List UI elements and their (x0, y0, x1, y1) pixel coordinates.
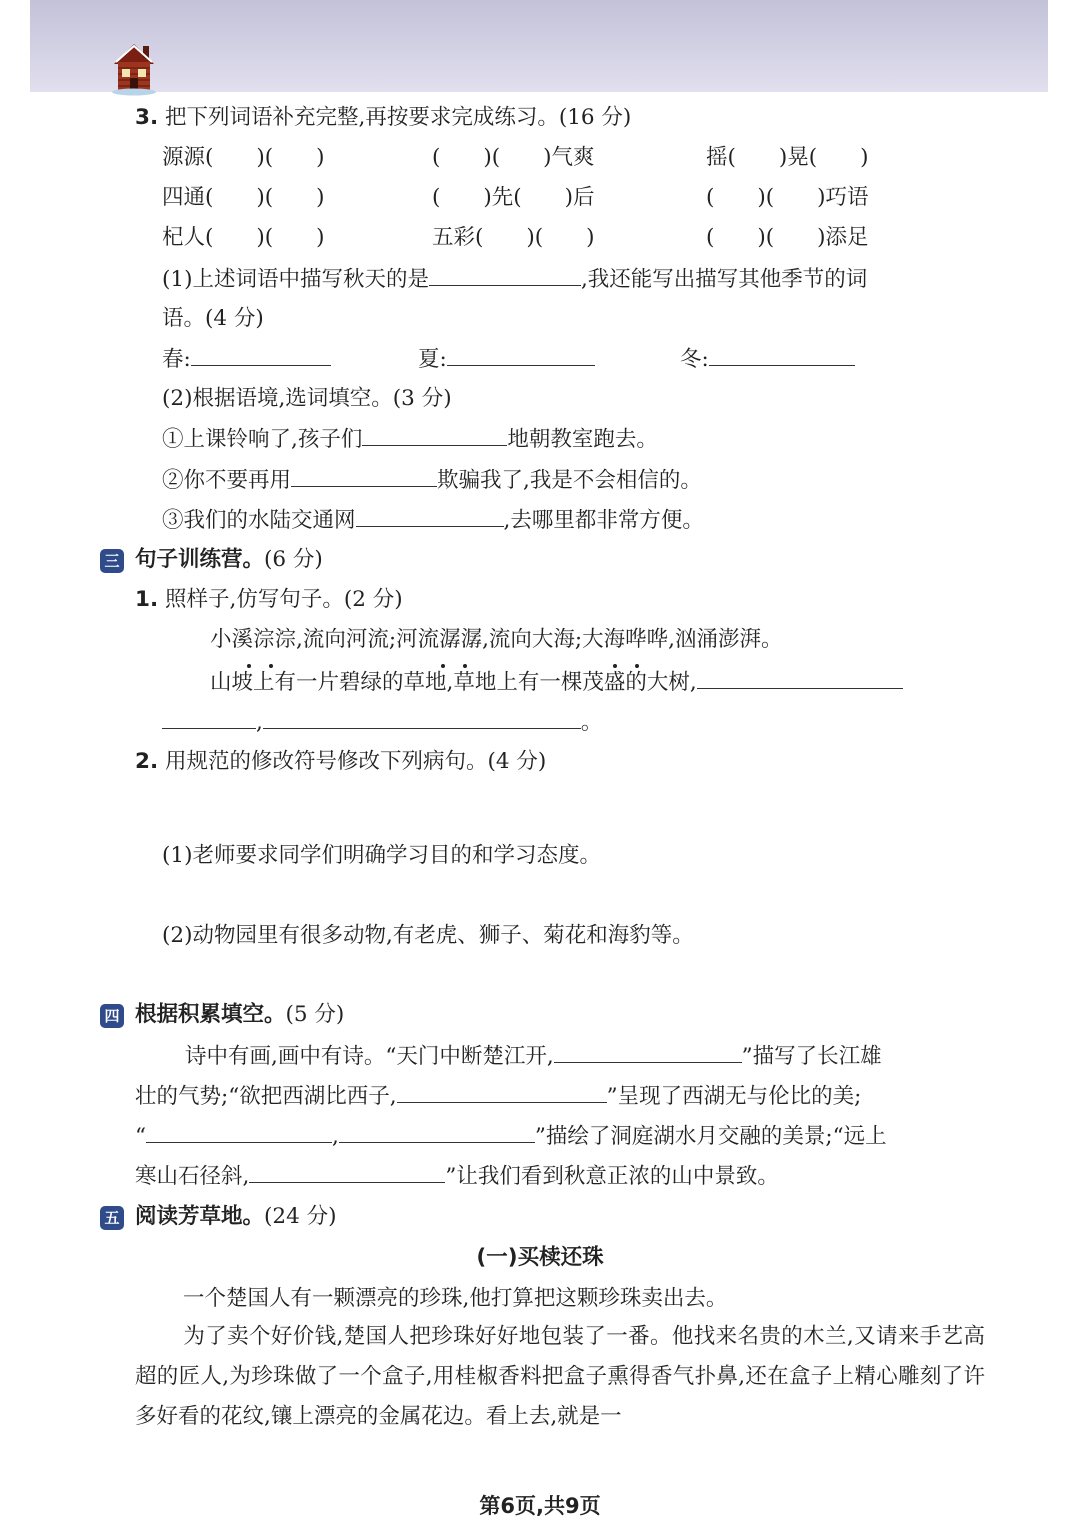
fill-sentence-1: ①上课铃响了,孩子们 地朝教室跑去。 (162, 427, 658, 452)
sick-sentence-1: (1)老师要求同学们明确学习目的和学习态度。 (162, 843, 601, 868)
sec3-q1: 1. 照样子,仿写句子。(2 分) (135, 587, 403, 612)
idiom-3-1: 杞人( )( ) (162, 225, 325, 250)
section-badge-3: 三 (100, 549, 124, 573)
summer-blank[interactable] (447, 345, 595, 366)
season-winter: 冬: (680, 345, 855, 374)
header-banner (30, 0, 1048, 92)
story-paragraph-2: 为了卖个好价钱,楚国人把珍珠好好地包装了一番。他找来名贵的木兰,又请来手艺高超的匠人,为珍珠做了一个盒子,用桂椒香料把盒子熏得香气扑鼻,还在盒子上精心雕刻了许多好看的花纹,镶上漂亮的金属花边。看上去,就是一 (135, 1324, 985, 1429)
q3-sub1-cont: 语。(4 分) (162, 306, 264, 331)
imitation-cont: , 。 (162, 708, 602, 737)
idiom-2-3: ( )( )巧语 (706, 185, 869, 210)
idiom-1-3: 摇( )晃( ) (706, 145, 869, 170)
story-paragraph-1: 一个楚国人有一颗漂亮的珍珠,他打算把这颗珍珠卖出去。 (183, 1286, 728, 1311)
fill-blank-1[interactable] (362, 425, 507, 446)
poem-blank-1[interactable] (554, 1042, 742, 1063)
idiom-2-1: 四通( )( ) (162, 185, 325, 210)
poem-blank-4[interactable] (339, 1122, 535, 1143)
q3-title: 3. 把下列词语补充完整,再按要求完成练习。(16 分) (135, 105, 632, 130)
sick-sentence-2: (2)动物园里有很多动物,有老虎、狮子、菊花和海豹等。 (162, 923, 694, 948)
season-summer: 夏: (418, 345, 595, 374)
idiom-1-2: ( )( )气爽 (432, 145, 595, 170)
poem-line-1: 诗中有画,画中有诗。“天门中断楚江开, ”描写了长江雄 (185, 1044, 882, 1069)
fill-sentence-3: ③我们的水陆交通网 ,去哪里都非常方便。 (162, 508, 704, 533)
story-title: (一)买椟还珠 (476, 1245, 604, 1270)
winter-blank[interactable] (709, 345, 855, 366)
imitation-prompt: 山坡上有一片碧绿的草地,草地上有一棵茂盛的大树, (210, 668, 903, 697)
spring-blank[interactable] (191, 345, 331, 366)
q3-sub1-line: (1)上述词语中描写秋天的是 ,我还能写出描写其他季节的词 (162, 267, 868, 292)
idiom-3-2: 五彩( )( ) (432, 225, 595, 250)
section-badge-4: 四 (100, 1004, 124, 1028)
poem-line-2: 壮的气势;“欲把西湖比西子, ”呈现了西湖无与伦比的美; (135, 1084, 862, 1109)
fill-blank-2[interactable] (291, 466, 437, 487)
autumn-blank[interactable] (429, 265, 581, 286)
season-spring: 春: (162, 345, 331, 374)
poem-line-3: “ , ”描绘了洞庭湖水月交融的美景;“远上 (135, 1124, 887, 1149)
poem-blank-5[interactable] (249, 1162, 445, 1183)
idiom-1-1: 源源( )( ) (162, 145, 325, 170)
sec3-q2: 2. 用规范的修改符号修改下列病句。(4 分) (135, 749, 547, 774)
example-sentence: 小溪淙淙,流向河流;河流潺潺,流向大海;大海哗哗,汹涌澎湃。 (210, 627, 783, 652)
fill-blank-3[interactable] (356, 506, 504, 527)
sec4-title: 根据积累填空。(5 分) (135, 1002, 345, 1027)
poem-blank-3[interactable] (146, 1122, 332, 1143)
poem-line-4: 寒山石径斜, ”让我们看到秋意正浓的山中景致。 (135, 1164, 779, 1189)
section-badge-5: 五 (100, 1206, 124, 1230)
fill-sentence-2: ②你不要再用 欺骗我了,我是不会相信的。 (162, 468, 702, 493)
poem-blank-2[interactable] (397, 1082, 607, 1103)
idiom-3-3: ( )( )添足 (706, 225, 869, 250)
q3-sub2: (2)根据语境,选词填空。(3 分) (162, 386, 452, 411)
sec5-title: 阅读芳草地。(24 分) (135, 1204, 337, 1229)
imitation-blank-2[interactable] (162, 708, 256, 729)
imitation-blank-3[interactable] (263, 708, 581, 729)
page-footer: 第6页,共9页 (479, 1494, 601, 1518)
idiom-2-2: ( )先( )后 (432, 185, 595, 210)
house-icon (110, 40, 158, 96)
imitation-blank-1[interactable] (697, 668, 903, 689)
sec3-title: 句子训练营。(6 分) (135, 547, 323, 572)
